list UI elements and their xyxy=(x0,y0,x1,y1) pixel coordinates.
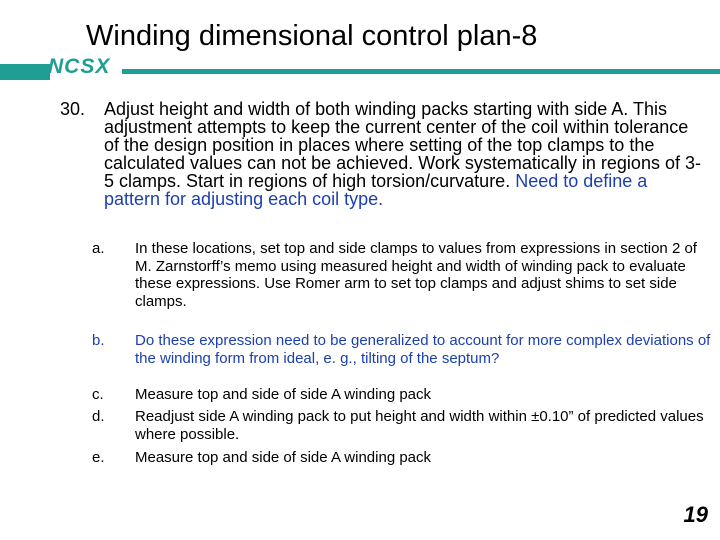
subitem-letter: e. xyxy=(92,449,105,466)
subitem-letter: b. xyxy=(92,332,105,349)
item-text-main: Adjust height and width of both winding packs starting with side A. This adjustment attempts to keep the current center of the coil within tolerance of the design position in places where setting of the top clamps to the calculated values can not be achieved. Work systematically in regions of 3-5 clamps. Start in regions of high torsion/curvature. xyxy=(104,99,701,191)
subitem-text: Measure top and side of side A winding pack xyxy=(135,386,432,403)
item-text-note: Need to define a pattern for adjusting each coil type. xyxy=(104,171,648,209)
item-number: 30. xyxy=(60,99,86,119)
page-number: 19 xyxy=(683,502,708,527)
slide-title: Winding dimensional control plan-8 xyxy=(86,20,538,52)
subitem-letter: c. xyxy=(92,386,104,403)
subitem-text: Measure top and side of side A winding pack xyxy=(135,449,432,466)
item-text xyxy=(104,100,704,208)
header-bar-left xyxy=(0,64,50,80)
subitem-text: Do these expression need to be generalized to account for more complex deviations of the winding form from ideal, e. g., tilting of the septum? xyxy=(135,332,711,367)
header-rule xyxy=(122,69,720,74)
ncsx-logo: NCSX xyxy=(48,55,111,78)
subitem-text: Readjust side A winding pack to put height and width within ±0.10” of predicted values where possible. xyxy=(135,408,704,443)
subitem-text: In these locations, set top and side clamps to values from expressions in section 2 of M. Zarnstorff’s memo using measured height and width of winding pack to evaluate these expressions. Use Romer arm to set top clamps and adjust shims to set side clamps. xyxy=(135,240,697,310)
subitem-letter: d. xyxy=(92,408,105,425)
subitem-letter: a. xyxy=(92,240,105,257)
